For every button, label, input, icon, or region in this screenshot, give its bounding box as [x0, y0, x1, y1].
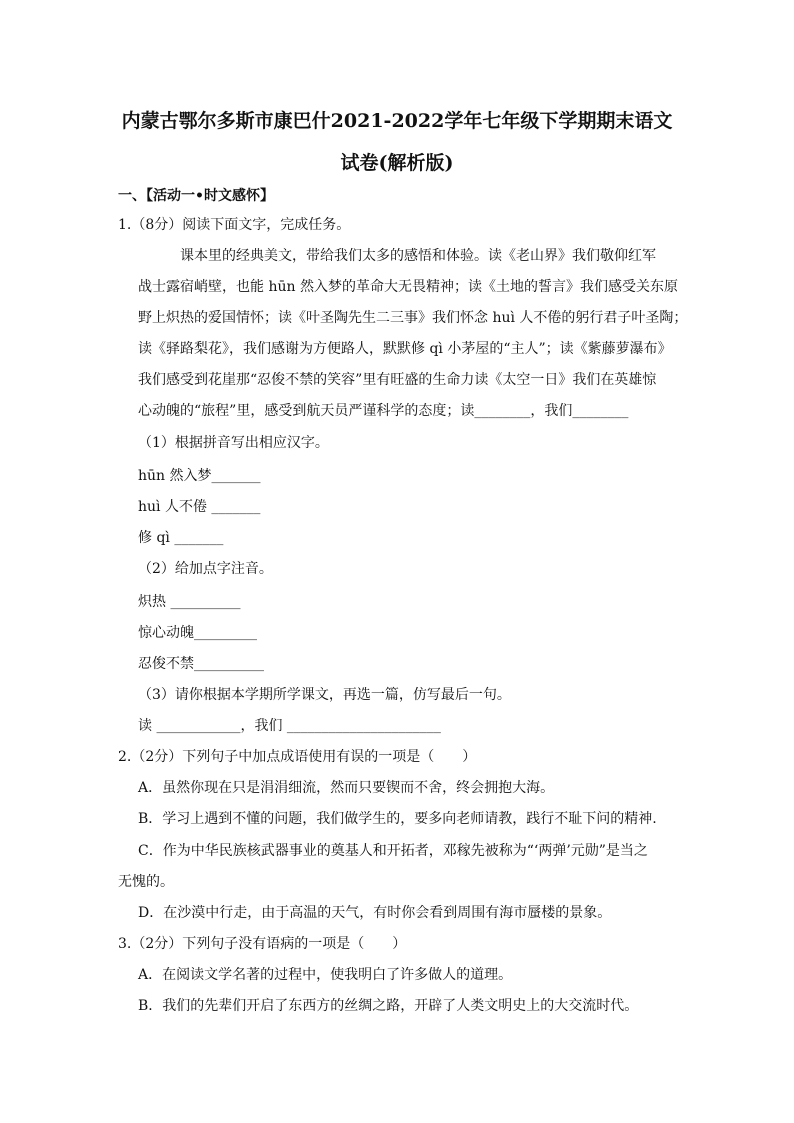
q3-option: B．我们的先辈们开启了东西方的丝绸之路，开辟了人类文明史上的大交流时代。	[138, 998, 639, 1014]
q1-passage-line: 野上炽热的爱国情怀；读《叶圣陶先生二三事》我们怀念 huì 人不倦的躬行君子叶圣陶；	[138, 310, 688, 326]
q2-option-continuation: 无愧的。	[118, 874, 174, 890]
q1-sub3-answer-line: 读 ____________，我们 ______________________	[138, 718, 441, 734]
section-heading: 一、【活动一•时文感怀】	[118, 188, 274, 204]
q1-passage-line: 读《驿路梨花》，我们感谢为方便路人，默默修 qì 小茅屋的“主人”；读《紫藤萝瀑布》	[138, 341, 672, 357]
q2-option: B．学习上遇到不懂的问题，我们做学生的，要多向老师请教，践行不耻下问的精神.	[138, 811, 657, 827]
q1-sub1-item: 修 qì _______	[138, 530, 224, 546]
q1-sub1-item: hūn 然入梦_______	[138, 468, 261, 484]
q2-option: D．在沙漠中行走，由于高温的天气，有时你会看到周围有海市蜃楼的景象。	[138, 905, 612, 921]
q1-sub2-item: 惊心动魄_________	[138, 625, 257, 641]
document-title	[110, 100, 684, 184]
q1-passage-line: 课本里的经典美文，带给我们太多的感悟和体验。读《老山界》我们敬仰红军	[180, 248, 656, 264]
q1-passage-line: 我们感受到花崖那“忍俊不禁的笑容”里有旺盛的生命力读《太空一日》我们在英雄惊	[138, 372, 657, 388]
q1-sub2-item: 忍俊不禁__________	[138, 656, 264, 672]
q2-option: C．作为中华民族核武器事业的奠基人和开拓者，邓稼先被称为“‘两弹’元勋”是当之	[138, 843, 648, 859]
q2-stem: 2.（2分）下列句子中加点成语使用有误的一项是（ ）	[118, 749, 477, 765]
q3-stem: 3.（2分）下列句子没有语病的一项是（ ）	[118, 936, 407, 952]
q3-option: A．在阅读文学名著的过程中，使我明白了许多做人的道理。	[138, 967, 513, 983]
q1-sub2-item: 炽热 __________	[138, 594, 241, 610]
q1-sub2-prompt: （2）给加点字注音。	[138, 561, 273, 577]
q1-sub1-item: huì 人不倦 _______	[138, 499, 261, 515]
title-line-2: 试卷(解析版)	[340, 152, 454, 174]
q2-option: A．虽然你现在只是涓涓细流，然而只要锲而不舍，终会拥抱大海。	[138, 780, 555, 796]
q1-sub3-prompt: （3）请你根据本学期所学课文，再选一篇，仿写最后一句。	[138, 687, 511, 703]
q1-passage-line: 心动魄的“旅程”里，感受到航天员严谨科学的态度；读________，我们________	[138, 403, 629, 419]
title-line-1: 内蒙古鄂尔多斯市康巴什2021-2022学年七年级下学期期末语文	[121, 110, 673, 132]
q1-sub1-prompt: （1）根据拼音写出相应汉字。	[138, 435, 329, 451]
q1-stem: 1.（8分）阅读下面文字，完成任务。	[118, 217, 351, 233]
q1-passage-line: 战士露宿峭壁，也能 hūn 然入梦的革命大无畏精神；读《土地的誓言》我们感受关东原	[138, 279, 678, 295]
